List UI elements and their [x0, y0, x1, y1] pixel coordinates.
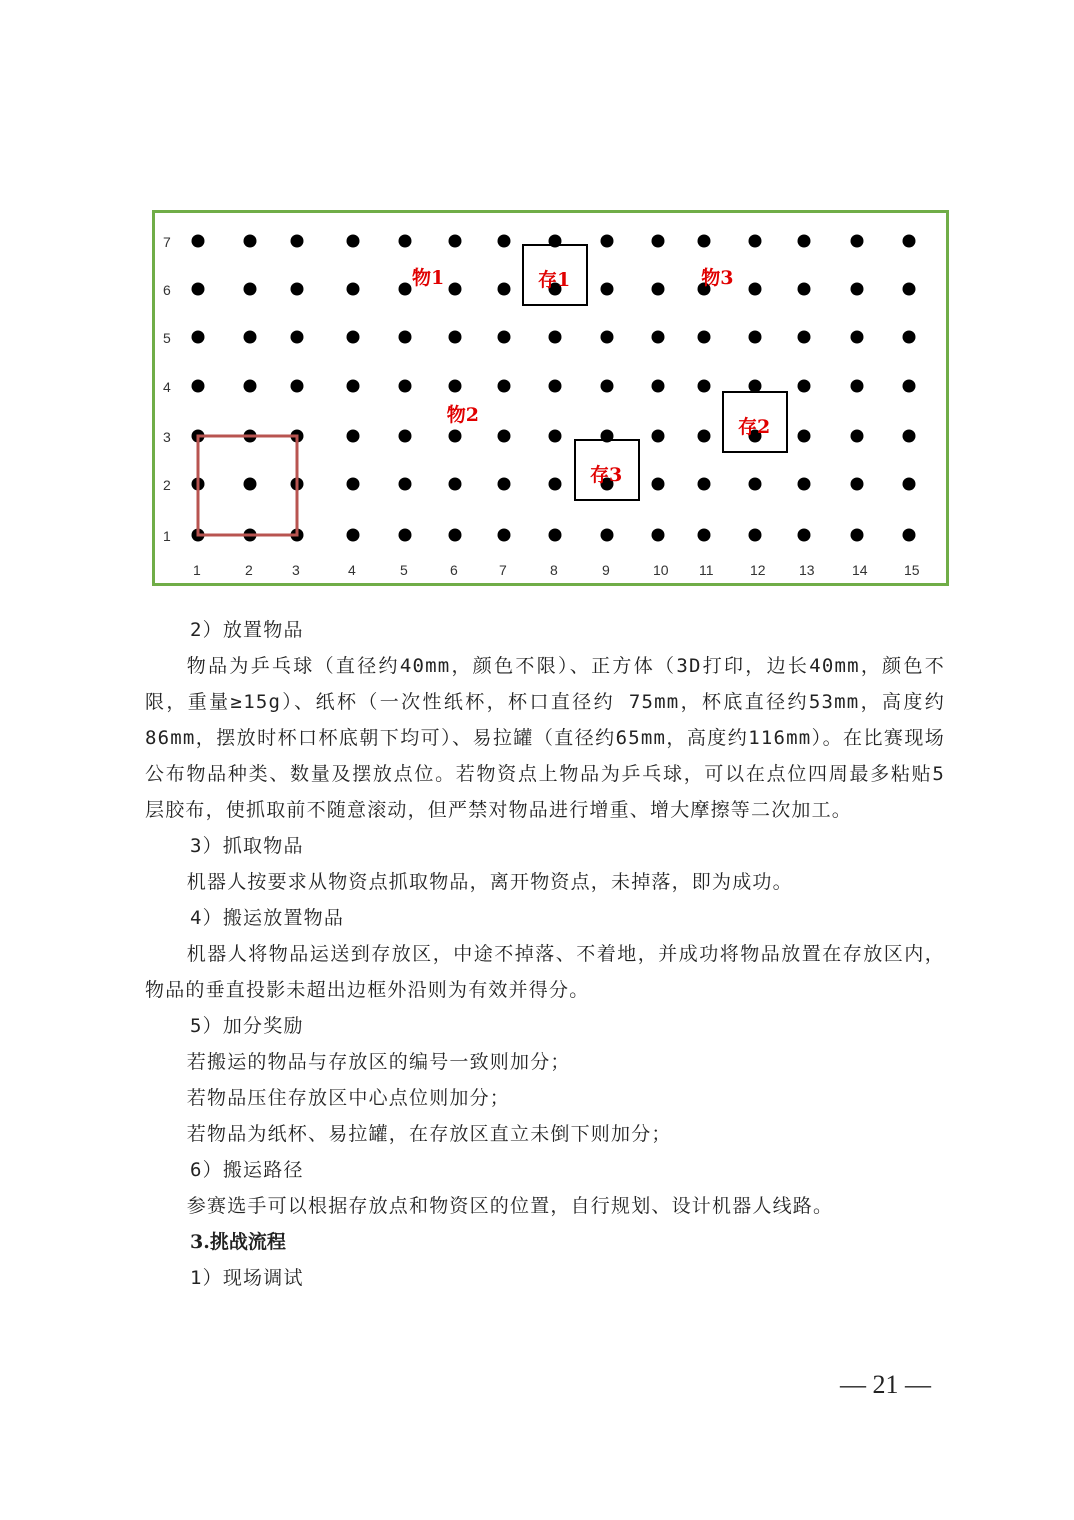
x-tick-label: 6 — [450, 562, 458, 578]
grid-dot — [798, 430, 811, 443]
grid-dot — [749, 478, 762, 491]
grid-dot — [652, 430, 665, 443]
section-heading: 2）放置物品 — [190, 619, 304, 641]
x-tick-label: 3 — [292, 562, 300, 578]
section-4 — [145, 900, 945, 1008]
grid-dot — [698, 235, 711, 248]
grid-dot — [498, 331, 511, 344]
grid-dot — [291, 331, 304, 344]
document-body — [145, 612, 945, 1296]
section-heading: 5）加分奖励 — [190, 1015, 304, 1037]
grid-dot — [903, 283, 916, 296]
paragraph: 机器人按要求从物资点抓取物品，离开物资点，未掉落，即为成功。 — [186, 871, 793, 893]
section-heading: 4）搬运放置物品 — [190, 907, 345, 929]
grid-dot — [291, 283, 304, 296]
y-tick-label: 5 — [163, 330, 171, 346]
grid-dot — [601, 380, 614, 393]
grid-dot — [399, 478, 412, 491]
y-tick-label: 1 — [163, 528, 171, 544]
grid-dot — [851, 529, 864, 542]
grid-dot — [347, 380, 360, 393]
item-label: 物1 — [412, 267, 445, 289]
grid-dot — [192, 235, 205, 248]
storage-label: 存1 — [538, 269, 571, 291]
item-label: 物2 — [446, 404, 480, 426]
grid-dot — [347, 331, 360, 344]
page-number: — 21 — — [840, 1370, 931, 1399]
grid-dot — [244, 235, 257, 248]
grid-dot — [549, 430, 562, 443]
grid-dot — [498, 478, 511, 491]
paragraph: 若搬运的物品与存放区的编号一致则加分； — [186, 1051, 571, 1073]
grid-dot — [652, 478, 665, 491]
grid-dot — [449, 380, 462, 393]
grid-dot — [549, 331, 562, 344]
grid-dot — [244, 283, 257, 296]
section-heading: 1）现场调试 — [190, 1267, 304, 1289]
grid-dot — [851, 380, 864, 393]
grid-dot — [498, 283, 511, 296]
grid-dot — [749, 331, 762, 344]
x-tick-label: 10 — [653, 562, 669, 578]
grid-dot — [498, 430, 511, 443]
paragraph: 参赛选手可以根据存放点和物资区的位置，自行规划、设计机器人线路。 — [186, 1195, 834, 1217]
x-tick-label: 2 — [245, 562, 253, 578]
grid-dot — [851, 430, 864, 443]
grid-dot — [652, 380, 665, 393]
grid-dot — [798, 380, 811, 393]
x-tick-label: 11 — [699, 562, 714, 578]
grid-dot — [347, 430, 360, 443]
grid-dot — [399, 235, 412, 248]
x-tick-label: 4 — [348, 562, 356, 578]
paragraph: 若物品压住存放区中心点位则加分； — [186, 1087, 510, 1109]
storage-label: 存2 — [738, 416, 771, 438]
grid-dot — [798, 478, 811, 491]
grid-dot — [449, 283, 462, 296]
grid-dot — [449, 331, 462, 344]
paragraph: 物品为乒乓球（直径约40mm，颜色不限）、正方体（3D打印，边长40mm，颜色不限，重量≥15g）、纸杯（一次性纸杯，杯口直径约 75mm，杯底直径约53mm，高度约86mm，摆放时杯口杯底朝下均可）、易拉罐（直径约65mm，高度约116mm）。在比赛现场公布物品种类、数量及摆放点位。若物资点上物品为乒乓球，可以在点位四周最多粘贴5层胶布，使抓取前不随意滚动，但严禁对物品进行增重、增大摩擦等二次加工。 — [145, 655, 945, 821]
storage-label: 存3 — [590, 464, 623, 486]
grid-dot — [244, 380, 257, 393]
y-tick-label: 2 — [163, 477, 171, 493]
grid-dot — [798, 331, 811, 344]
challenge-process-heading: 3.挑战流程 — [190, 1231, 286, 1253]
grid-dot — [192, 331, 205, 344]
grid-dot — [347, 283, 360, 296]
grid-dot — [347, 478, 360, 491]
grid-dot — [652, 331, 665, 344]
grid-dot — [798, 235, 811, 248]
paragraph: 机器人将物品运送到存放区，中途不掉落、不着地，并成功将物品放置在存放区内，物品的垂直投影未超出边框外沿则为有效并得分。 — [145, 943, 945, 1001]
x-tick-label: 14 — [852, 562, 868, 578]
y-tick-label: 7 — [163, 234, 171, 250]
y-tick-label: 6 — [163, 282, 171, 298]
x-tick-label: 5 — [400, 562, 408, 578]
grid-dot — [698, 529, 711, 542]
grid-dot — [449, 529, 462, 542]
y-tick-label: 4 — [163, 379, 171, 395]
grid-dot — [698, 478, 711, 491]
section-6 — [145, 1152, 945, 1224]
grid-dot — [399, 529, 412, 542]
grid-dot — [698, 380, 711, 393]
field-grid-figure — [152, 210, 949, 586]
grid-dot — [291, 380, 304, 393]
grid-dot — [749, 283, 762, 296]
grid-dot — [244, 331, 257, 344]
x-tick-label: 8 — [550, 562, 558, 578]
grid-diagram — [155, 213, 946, 583]
grid-dot — [851, 283, 864, 296]
grid-dot — [698, 430, 711, 443]
grid-dot — [851, 478, 864, 491]
x-tick-label: 7 — [499, 562, 507, 578]
grid-dot — [399, 430, 412, 443]
x-tick-label: 13 — [799, 562, 815, 578]
grid-dot — [601, 331, 614, 344]
y-tick-label: 3 — [163, 429, 171, 445]
grid-dot — [192, 283, 205, 296]
grid-dot — [851, 235, 864, 248]
grid-dot — [749, 529, 762, 542]
section-5 — [145, 1008, 945, 1152]
item-label: 物3 — [701, 267, 734, 289]
grid-dot — [549, 529, 562, 542]
grid-dot — [652, 235, 665, 248]
grid-dot — [749, 380, 762, 393]
x-tick-label: 15 — [904, 562, 920, 578]
grid-dot — [399, 380, 412, 393]
section-3 — [145, 828, 945, 900]
grid-dot — [244, 478, 257, 491]
grid-dot — [549, 380, 562, 393]
grid-dot — [549, 478, 562, 491]
grid-dot — [903, 380, 916, 393]
grid-dot — [652, 529, 665, 542]
grid-dot — [798, 283, 811, 296]
grid-dot — [291, 235, 304, 248]
grid-dot — [399, 283, 412, 296]
grid-dot — [652, 283, 665, 296]
paragraph: 若物品为纸杯、易拉罐，在存放区直立未倒下则加分； — [186, 1123, 672, 1145]
grid-dot — [903, 235, 916, 248]
grid-dot — [449, 235, 462, 248]
grid-dot — [347, 529, 360, 542]
grid-dot — [698, 331, 711, 344]
grid-dot — [903, 478, 916, 491]
grid-dot — [851, 331, 864, 344]
grid-dot — [449, 478, 462, 491]
grid-dot — [192, 380, 205, 393]
section-2 — [145, 612, 945, 828]
grid-dot — [449, 430, 462, 443]
grid-dot — [498, 380, 511, 393]
grid-dot — [798, 529, 811, 542]
grid-dot — [903, 430, 916, 443]
x-tick-label: 9 — [602, 562, 610, 578]
grid-dot — [903, 331, 916, 344]
grid-dot — [601, 529, 614, 542]
grid-dot — [399, 331, 412, 344]
grid-dot — [601, 235, 614, 248]
section-heading: 6）搬运路径 — [190, 1159, 304, 1181]
grid-dot — [347, 235, 360, 248]
grid-dot — [498, 235, 511, 248]
grid-dot — [601, 283, 614, 296]
grid-dot — [498, 529, 511, 542]
x-tick-label: 12 — [750, 562, 766, 578]
x-tick-label: 1 — [193, 562, 201, 578]
grid-dot — [903, 529, 916, 542]
grid-dot — [749, 235, 762, 248]
section-heading: 3）抓取物品 — [190, 835, 304, 857]
